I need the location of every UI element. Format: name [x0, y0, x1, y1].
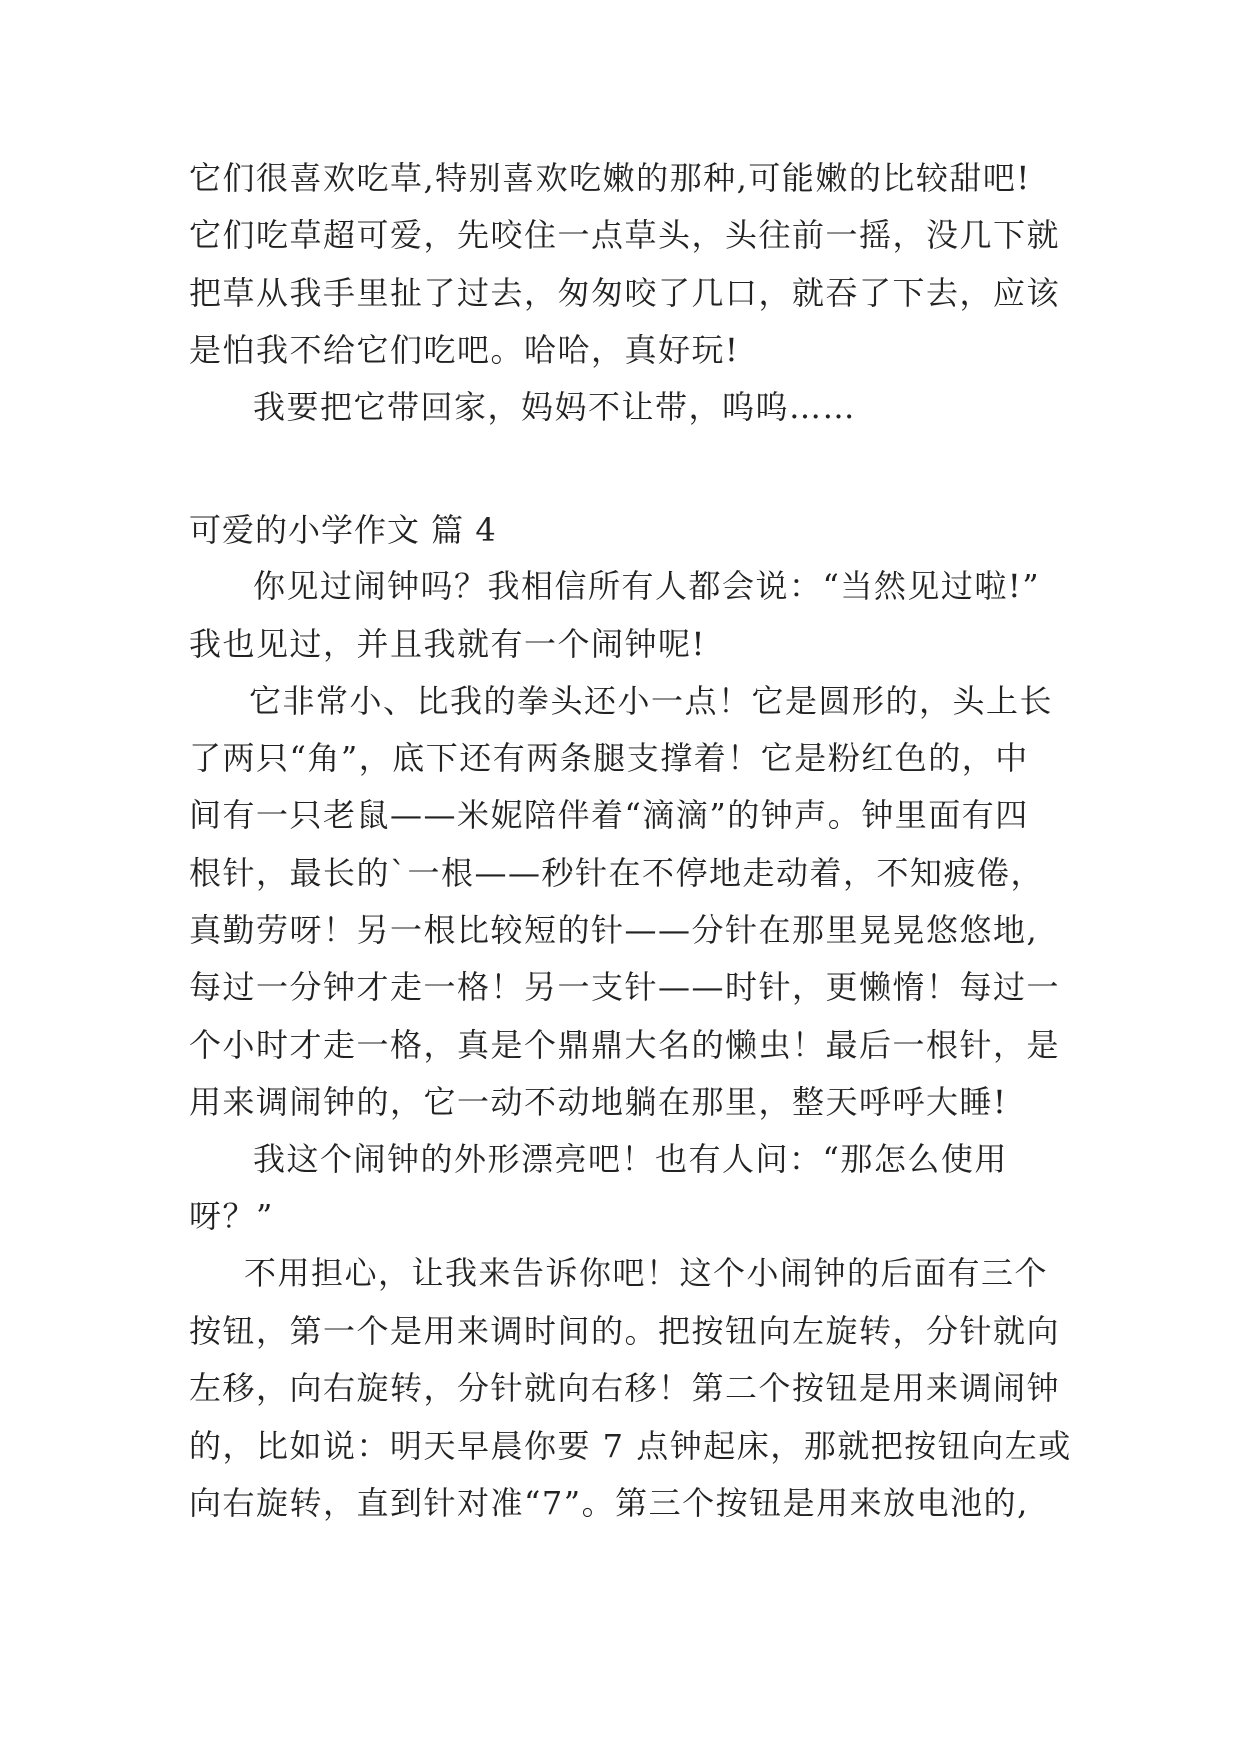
- text-line: 用来调闹钟的，它一动不动地躺在那里，整天呼呼大睡!: [189, 1083, 1008, 1121]
- text-line: 每过一分钟才走一格！另一支针——时针，更懒惰！每过一: [189, 968, 1061, 1006]
- text-line: 真勤劳呀！另一根比较短的针——分针在那里晃晃悠悠地,: [189, 911, 1039, 949]
- text-line: 它们吃草超可爱，先咬住一点草头，头往前一摇，没几下就: [189, 216, 1061, 254]
- section-heading: 可爱的小学作文 篇 4: [189, 511, 497, 549]
- text-line: 个小时才走一格，真是个鼎鼎大名的懒虫！最后一根针，是: [189, 1026, 1061, 1064]
- text-line: 我也见过，并且我就有一个闹钟呢!: [189, 625, 706, 663]
- text-line: 它非常小、比我的拳头还小一点！它是圆形的，头上长: [249, 682, 1054, 720]
- text-line: 了两只“角”，底下还有两条腿支撑着！它是粉红色的，中: [189, 739, 1029, 777]
- text-line: 左移，向右旋转，分针就向右移！第二个按钮是用来调闹钟: [189, 1369, 1061, 1407]
- text-line: 间有一只老鼠——米妮陪伴着“滴滴”的钟声。钟里面有四: [189, 796, 1029, 834]
- text-line: 按钮，第一个是用来调时间的。把按钮向左旋转，分针就向: [189, 1312, 1061, 1350]
- text-line: 根针，最长的`一根——秒针在不停地走动着，不知疲倦，: [189, 854, 1045, 892]
- text-line: 你见过闹钟吗？我相信所有人都会说：“当然见过啦!”: [253, 567, 1041, 605]
- text-line: 我要把它带回家，妈妈不让带，呜呜……: [253, 388, 857, 426]
- text-line: 它们很喜欢吃草,特别喜欢吃嫩的那种,可能嫩的比较甜吧!: [189, 159, 1031, 197]
- text-line: 的，比如说：明天早晨你要 7 点钟起床，那就把按钮向左或: [189, 1427, 1072, 1465]
- text-line: 呀？”: [189, 1197, 274, 1235]
- text-line: 我这个闹钟的外形漂亮吧！也有人问：“那怎么使用: [253, 1140, 1008, 1178]
- text-line: 向右旋转，直到针对准“7”。第三个按钮是用来放电池的,: [189, 1484, 1029, 1522]
- text-line: 是怕我不给它们吃吧。哈哈，真好玩!: [189, 331, 740, 369]
- text-line: 不用担心，让我来告诉你吧！这个小闹钟的后面有三个: [244, 1254, 1049, 1292]
- text-line: 把草从我手里扯了过去，匆匆咬了几口，就吞了下去，应该: [189, 274, 1061, 312]
